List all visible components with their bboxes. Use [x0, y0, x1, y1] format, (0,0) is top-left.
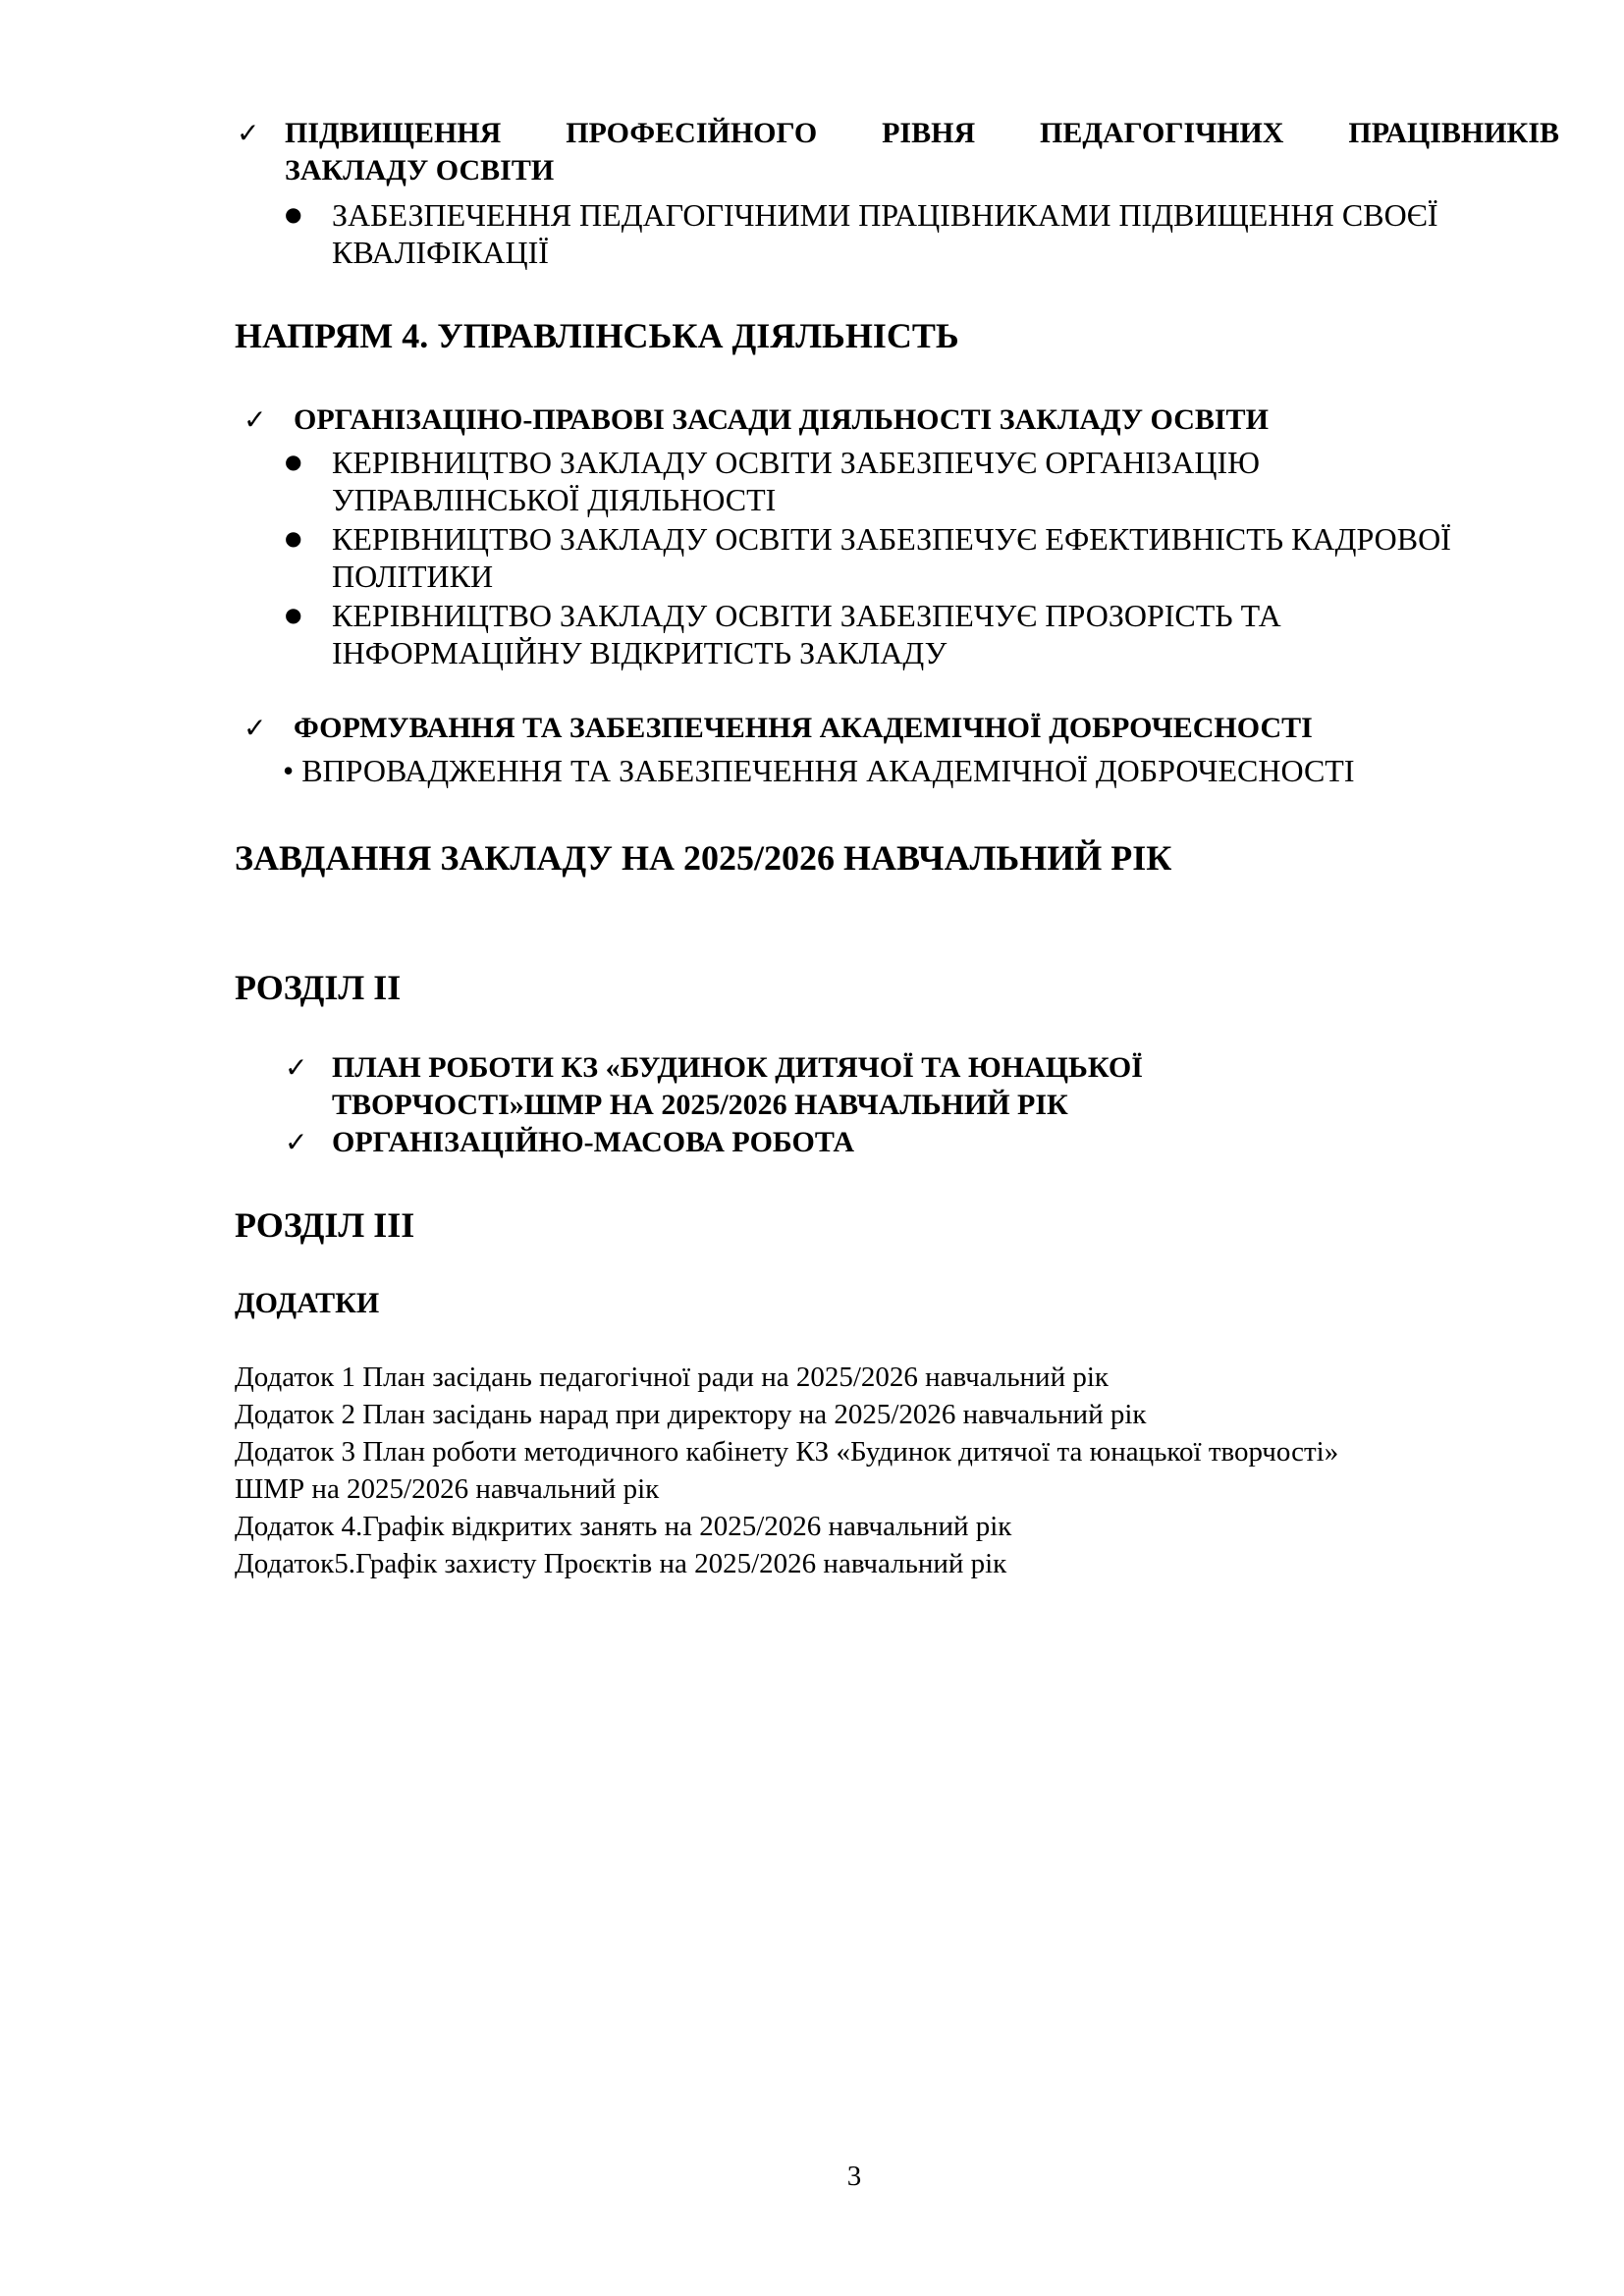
- appendix-3: Додаток 3 План роботи методичного кабінету КЗ «Будинок дитячої та юнацької творчості»: [235, 1436, 1339, 1468]
- checkmark-icon: ✓: [244, 403, 267, 436]
- bullet-icon: ●: [285, 526, 302, 550]
- checkmark-icon: ✓: [237, 117, 260, 149]
- appendix-5: Додаток5.Графік захисту Проєктів на 2025/2026 навчальний рік: [235, 1548, 1007, 1579]
- checkmark-icon: ✓: [244, 712, 267, 744]
- bullet-icon: ●: [285, 603, 302, 626]
- bullet-text: ЗАБЕЗПЕЧЕННЯ ПЕДАГОГІЧНИМИ ПРАЦІВНИКАМИ ПІДВИЩЕННЯ СВОЄЇ: [332, 197, 1438, 233]
- section-heading-professional-level-cont: ЗАКЛАДУ ОСВІТИ: [285, 154, 555, 187]
- checkmark-icon: ✓: [285, 1051, 308, 1084]
- appendix-2: Додаток 2 План засідань нарад при директору на 2025/2026 навчальний рік: [235, 1399, 1147, 1430]
- section-heading-academic-integrity: ФОРМУВАННЯ ТА ЗАБЕЗПЕЧЕННЯ АКАДЕМІЧНОЇ ДОБРОЧЕСНОСТІ: [294, 712, 1313, 744]
- direction-title: НАПРЯМ 4. УПРАВЛІНСЬКА ДІЯЛЬНІСТЬ: [235, 316, 959, 355]
- bullet-icon: ●: [285, 202, 302, 226]
- bullet-text-cont: КВАЛІФІКАЦІЇ: [332, 235, 549, 270]
- checkmark-icon: ✓: [285, 1126, 308, 1158]
- bullet-text-cont: ПОЛІТИКИ: [332, 559, 494, 594]
- appendix-4: Додаток 4.Графік відкритих занять на 2025/2026 навчальний рік: [235, 1511, 1012, 1542]
- part2-item-work-plan: ПЛАН РОБОТИ КЗ «БУДИНОК ДИТЯЧОЇ ТА ЮНАЦЬКОЇ: [332, 1051, 1143, 1084]
- page-number: 3: [846, 2161, 862, 2192]
- bullet-icon: ●: [285, 450, 302, 473]
- tasks-title: ЗАВДАННЯ ЗАКЛАДУ НА 2025/2026 НАВЧАЛЬНИЙ РІК: [235, 838, 1172, 878]
- bullet-text: • ВПРОВАДЖЕННЯ ТА ЗАБЕЗПЕЧЕННЯ АКАДЕМІЧНОЇ ДОБРОЧЕСНОСТІ: [283, 753, 1355, 788]
- bullet-text-cont: ІНФОРМАЦІЙНУ ВІДКРИТІСТЬ ЗАКЛАДУ: [332, 635, 947, 670]
- section-heading-professional-level: ПІДВИЩЕННЯ ПРОФЕСІЙНОГО РІВНЯ ПЕДАГОГІЧНИХ ПРАЦІВНИКІВ: [285, 117, 1559, 149]
- appendix-1: Додаток 1 План засідань педагогічної ради на 2025/2026 навчальний рік: [235, 1362, 1109, 1393]
- bullet-text: КЕРІВНИЦТВО ЗАКЛАДУ ОСВІТИ ЗАБЕЗПЕЧУЄ ОРГАНІЗАЦІЮ: [332, 445, 1260, 480]
- part2-item-mass-work: ОРГАНІЗАЦІЙНО-МАСОВА РОБОТА: [332, 1126, 855, 1158]
- bullet-text-cont: УПРАВЛІНСЬКОЇ ДІЯЛЬНОСТІ: [332, 482, 777, 517]
- bullet-text: КЕРІВНИЦТВО ЗАКЛАДУ ОСВІТИ ЗАБЕЗПЕЧУЄ ПРОЗОРІСТЬ ТА: [332, 598, 1281, 633]
- appendix-3-cont: ШМР на 2025/2026 навчальний рік: [235, 1473, 660, 1505]
- section-heading-legal-principles: ОРГАНІЗАЦІНО-ПРАВОВІ ЗАСАДИ ДІЯЛЬНОСТІ ЗАКЛАДУ ОСВІТИ: [294, 403, 1269, 436]
- bullet-text: КЕРІВНИЦТВО ЗАКЛАДУ ОСВІТИ ЗАБЕЗПЕЧУЄ ЕФЕКТИВНІСТЬ КАДРОВОЇ: [332, 521, 1451, 557]
- part2-title: РОЗДІЛ ІІ: [235, 968, 402, 1007]
- appendices-title: ДОДАТКИ: [235, 1287, 380, 1319]
- part2-item-work-plan-cont: ТВОРЧОСТІ»ШМР НА 2025/2026 НАВЧАЛЬНИЙ РІК: [332, 1089, 1068, 1121]
- part3-title: РОЗДІЛ ІІІ: [235, 1205, 415, 1245]
